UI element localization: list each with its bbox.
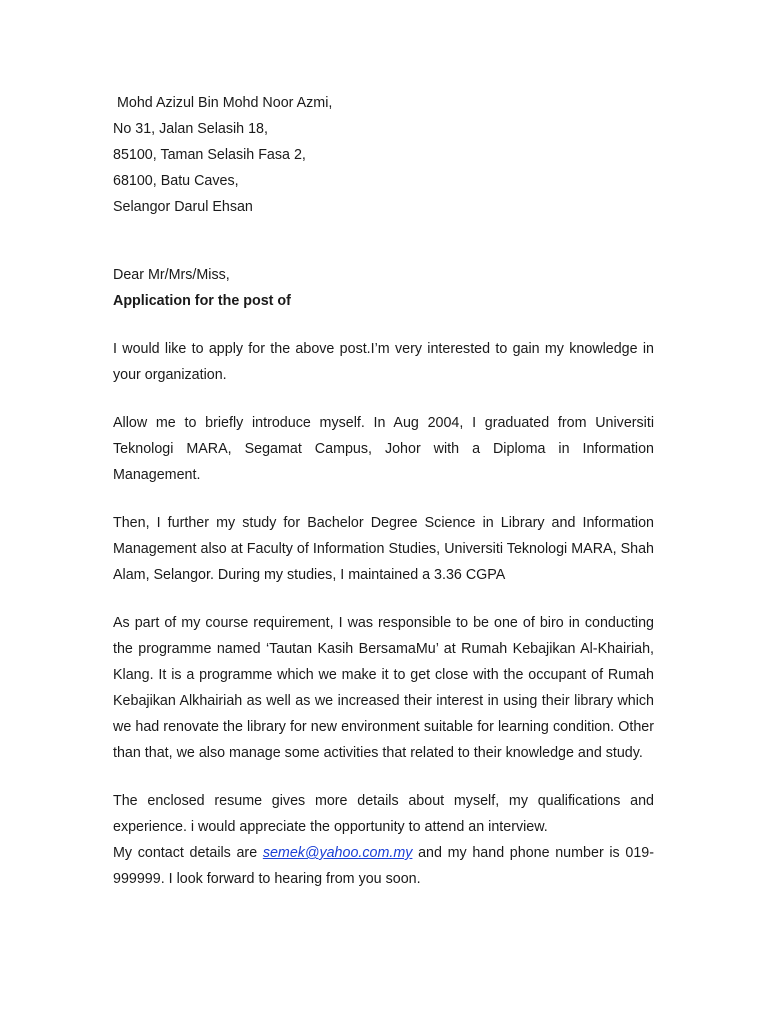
email-link[interactable]: semek@yahoo.com.my <box>262 845 413 861</box>
paragraph-resume: The enclosed resume gives more details about myself, my qualifications and experience. i would appreciate the opportunity to attend an interview. <box>113 793 654 835</box>
paragraph-degree: Then, I further my study for Bachelor Degree Science in Library and Information Management also at Faculty of Information Studies, Universiti Teknologi MARA, Shah Alam, Selangor. During my studies, I maintained a 3.36 CGPA <box>113 515 654 583</box>
address-city: 68100, Batu Caves, <box>113 173 239 189</box>
subject-line: Application for the post of <box>113 293 291 309</box>
letter-body <box>113 90 654 892</box>
paragraph-contact <box>113 840 654 892</box>
sender-address <box>113 90 654 220</box>
address-name: Mohd Azizul Bin Mohd Noor Azmi, <box>117 95 333 111</box>
salutation: Dear Mr/Mrs/Miss, <box>113 267 230 283</box>
contact-text-before: My contact details are <box>113 845 263 861</box>
paragraph-diploma: Allow me to briefly introduce myself. In Aug 2004, I graduated from Universiti Teknologi MARA, Segamat Campus, Johor with a Diploma in Information Management. <box>113 415 654 483</box>
contact-text-after: and my hand phone number is 019-999999. I look forward to hearing from you soon. <box>113 845 654 887</box>
paragraph-programme: As part of my course requirement, I was responsible to be one of biro in conducting the programme named ‘Tautan Kasih BersamaMu’ at Rumah Kebajikan Al-Khairiah, Klang. It is a programme which we make it to get close with the occupant of Rumah Kebajikan Alkhairiah as well as we increased their interest in using their library which we had renovate the library for new environment suitable for learning condition. Other than that, we also manage some activities that related to their knowledge and study. <box>113 615 654 761</box>
address-area: 85100, Taman Selasih Fasa 2, <box>113 147 306 163</box>
paragraph-intent: I would like to apply for the above post.I’m very interested to gain my knowledge in your organization. <box>113 341 654 383</box>
address-state: Selangor Darul Ehsan <box>113 199 253 215</box>
address-street: No 31, Jalan Selasih 18, <box>113 121 268 137</box>
